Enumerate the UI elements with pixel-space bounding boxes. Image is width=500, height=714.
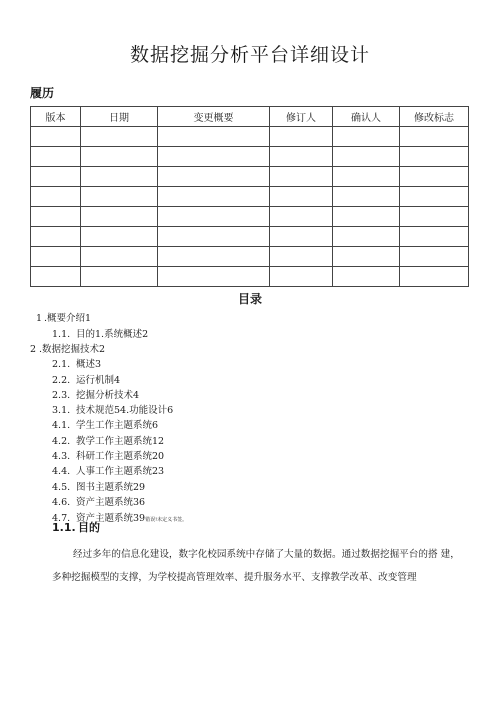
table-cell[interactable] [158,167,270,187]
toc-item-number: 4.3. [52,451,71,462]
table-cell[interactable] [333,127,400,147]
table-row [31,127,469,147]
toc-title: 目录 [237,292,262,306]
col-header-summary: 变更概要 [158,107,270,127]
table-row [31,267,469,287]
toc-item-number: 2 [30,344,37,355]
table-cell[interactable] [81,167,158,187]
table-cell[interactable] [270,187,333,207]
toc-item-text: 目的1.系统概述2 [76,329,149,340]
toc-item[interactable] [52,433,164,447]
toc-item[interactable] [52,356,101,370]
table-cell[interactable] [158,227,270,247]
col-header-version: 版本 [31,107,81,127]
table-cell[interactable] [31,247,81,267]
toc-item-number: 4.1. [52,420,71,431]
toc-item-number: 2.2. [52,375,71,386]
toc-item[interactable] [30,341,105,355]
table-cell[interactable] [31,267,81,287]
toc-item-text: .概要介绍1 [44,313,92,324]
table-cell[interactable] [81,247,158,267]
toc-item-text: 科研工作主题系统20 [76,451,165,462]
toc-item-number: 4.7. [52,513,71,524]
table-cell[interactable] [31,167,81,187]
toc-item[interactable] [52,448,164,462]
table-cell[interactable] [400,267,469,287]
table-row [31,227,469,247]
table-row [31,247,469,267]
toc-item-text: 技术规范54.功能设计6 [76,405,174,416]
table-cell[interactable] [31,127,81,147]
table-cell[interactable] [158,247,270,267]
table-cell[interactable] [333,267,400,287]
toc-item-text: 学生工作主题系统6 [76,420,159,431]
paragraph-line: 多种挖掘模型的支撑，为学校提高管理效率、提升服务水平、支撑教学改革、改变管理 [52,572,417,583]
table-cell[interactable] [158,147,270,167]
table-cell[interactable] [270,147,333,167]
table-cell[interactable] [81,187,158,207]
toc-item-number: 4.4. [52,466,71,477]
col-header-reviser: 修订人 [270,107,333,127]
table-cell[interactable] [333,147,400,167]
toc-item-text: 概述3 [76,359,102,370]
toc-item-text: 资产主题系统36 [76,497,146,508]
paragraph-line: 经过多年的信息化建设，数字化校园系统中存储了大量的数据。通过数据挖掘平台的搭 建， [73,549,460,560]
toc-item[interactable] [52,479,145,493]
table-cell[interactable] [31,147,81,167]
toc-item-number: 1 [36,313,43,324]
toc-item-number: 3.1. [52,405,71,416]
toc-item-text: .数据挖掘技术2 [39,344,106,355]
toc-item[interactable] [52,326,148,340]
toc-item-number: 4.2. [52,436,71,447]
table-cell[interactable] [31,227,81,247]
history-label: 履历 [30,86,55,100]
document-title: 数据挖掘分析平台详细设计 [129,44,370,66]
toc-item-text: 人事工作主题系统23 [76,466,165,477]
toc-item-error-note: 错误!未定义书签。 [145,517,188,523]
table-cell[interactable] [333,187,400,207]
toc-item-text: 挖掘分析技术4 [76,390,140,401]
table-cell[interactable] [333,207,400,227]
toc-item-text: 图书主题系统29 [76,482,146,493]
toc-item[interactable] [52,494,145,508]
table-cell[interactable] [270,247,333,267]
table-cell[interactable] [400,127,469,147]
table-cell[interactable] [400,247,469,267]
table-cell[interactable] [270,207,333,227]
section-heading [52,519,100,535]
revision-history-table [30,106,469,287]
table-cell[interactable] [81,227,158,247]
table-row [31,167,469,187]
toc-item-number: 2.3. [52,390,71,401]
table-cell[interactable] [81,207,158,227]
toc-item-number: 2.1. [52,359,71,370]
table-cell[interactable] [333,227,400,247]
table-row [31,147,469,167]
table-cell[interactable] [400,167,469,187]
col-header-date: 日期 [81,107,158,127]
table-cell[interactable] [158,187,270,207]
table-cell[interactable] [333,247,400,267]
table-cell[interactable] [158,267,270,287]
toc-item-text: 资产主题系统39 [76,513,146,524]
toc-item-text: 教学工作主题系统12 [76,436,165,447]
table-cell[interactable] [400,187,469,207]
table-cell[interactable] [333,167,400,187]
table-cell[interactable] [400,207,469,227]
col-header-confirmer: 确认人 [333,107,400,127]
section-number: 1.1. [52,521,76,534]
toc-item[interactable] [52,463,164,477]
table-cell[interactable] [81,127,158,147]
table-row [31,207,469,227]
toc-item-text: 运行机制4 [76,375,121,386]
table-row [31,187,469,207]
toc-item[interactable] [52,387,139,401]
table-cell[interactable] [270,127,333,147]
toc-item[interactable] [36,310,91,324]
col-header-change-flag: 修改标志 [400,107,469,127]
table-cell[interactable] [270,267,333,287]
toc-item[interactable] [52,372,120,386]
table-cell[interactable] [270,227,333,247]
table-header-row [31,107,469,127]
table-cell[interactable] [81,147,158,167]
table-cell[interactable] [270,167,333,187]
table-cell[interactable] [158,207,270,227]
table-cell[interactable] [400,227,469,247]
table-cell[interactable] [31,207,81,227]
toc-item-number: 4.5. [52,482,71,493]
table-cell[interactable] [400,147,469,167]
toc-item-number: 1.1. [52,329,71,340]
section-title: 目的 [78,521,100,534]
toc-item[interactable] [52,402,173,416]
table-cell[interactable] [81,267,158,287]
table-cell[interactable] [158,127,270,147]
toc-item-number: 4.6. [52,497,71,508]
toc-item[interactable] [52,417,158,431]
table-cell[interactable] [31,187,81,207]
